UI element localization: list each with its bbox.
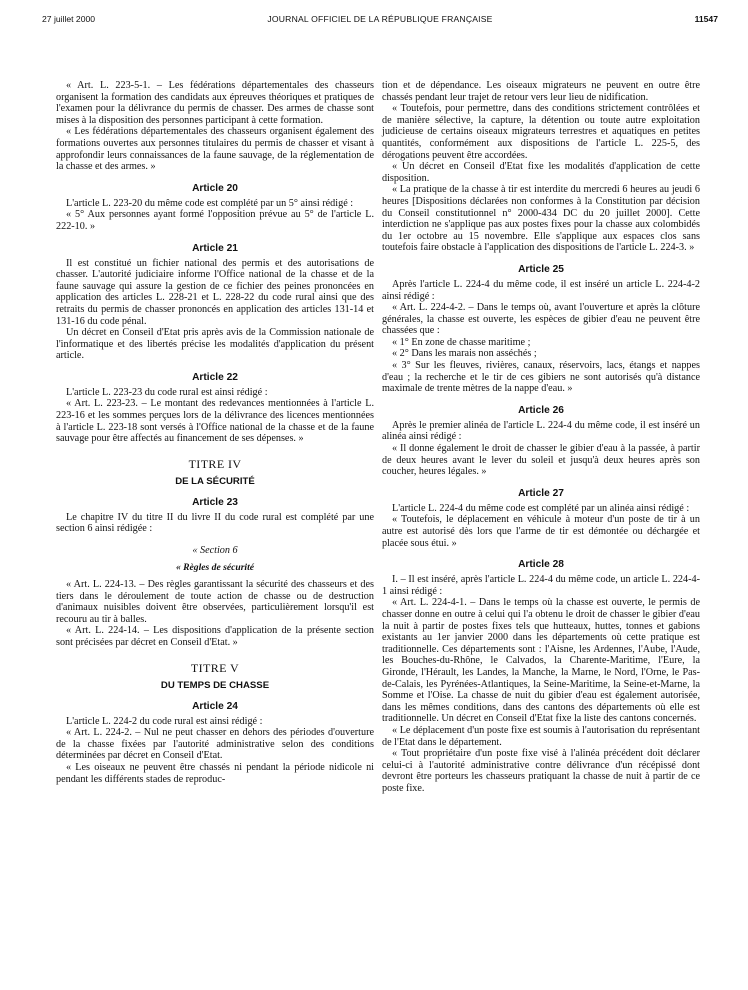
paragraph: Il est constitué un fichier national des permis et des autorisations de chasser. L'autorité judiciaire informe l'Office national de la chasse et de la faune sauvage qui assure la gestion de ce fichier des peines prononcées en application des articles L. 228-21 et L. 228-22 du code rural ainsi que des retraits du permis de chasser prononcés en application des articles 131-14 et 131-16 du code pénal. [56, 257, 374, 327]
paragraph: L'article L. 223-20 du même code est complété par un 5° ainsi rédigé : [66, 197, 354, 209]
paragraph: Un décret en Conseil d'Etat pris après avis de la Commission nationale de l'informatique et des libertés précise les modalités d'application du présent article. [56, 327, 374, 362]
article-heading: Article 21 [192, 242, 238, 254]
article-heading: Article 22 [192, 371, 238, 383]
paragraph: « Les fédérations départementales des chasseurs organisent également des formations ouvertes aux personnes titulaires du permis de chasser et visant à approfondir leurs connaissances de la faune sauvage, de la réglementation de la chasse et des armes. » [56, 126, 374, 173]
paragraph: « 3° Sur les fleuves, rivières, canaux, réservoirs, lacs, étangs et nappes d'eau ; la recherche et le tir de ces gibiers ne sont autorisés qu'à distance maximale de trente mètres de la nappe d'eau. » [382, 360, 700, 395]
titre-subheading: DU TEMPS DE CHASSE [160, 679, 270, 691]
section-subheading: « Règles de sécurité [175, 562, 255, 574]
article-heading: Article 26 [518, 404, 564, 416]
paragraph: L'article L. 224-2 du code rural est ainsi rédigé : [66, 715, 263, 727]
page-number: 11547 [694, 14, 718, 24]
paragraph: « La pratique de la chasse à tir est interdite du mercredi 6 heures au jeudi 6 heures [Dispositions déclarées non conformes à la Constitution par décision du Conseil constitutionnel n° 2000-434 DC du 20 juillet 2000]. Cette interdiction ne s'applique pas aux postes fixes pour la chasse aux colombidés du 1er octobre au 15 novembre. Elle s'applique aux espaces clos sans toutefois faire obstacle à l'application des dispositions de l'article L. 224-3. » [382, 184, 700, 254]
issue-date: 27 juillet 2000 [42, 14, 96, 24]
paragraph: Après l'article L. 224-4 du même code, il est inséré un article L. 224-4-2 ainsi rédigé : [382, 278, 700, 302]
paragraph: L'article L. 224-4 du même code est complété par un alinéa ainsi rédigé : [392, 502, 690, 514]
paragraph: « 2° Dans les marais non asséchés ; [392, 348, 537, 360]
paragraph: tion et de dépendance. Les oiseaux migrateurs ne peuvent en outre être chassés pendant leur trajet de retour vers leur lieu de nidification. [382, 80, 700, 103]
paragraph: L'article L. 223-23 du code rural est ainsi rédigé : [66, 386, 268, 398]
page-header [42, 14, 718, 32]
paragraph: Le chapitre IV du titre II du livre II du code rural est complété par une section 6 ainsi rédigée : [56, 511, 374, 535]
paragraph: « Art. L. 224-2. – Nul ne peut chasser en dehors des périodes d'ouverture de la chasse fixées par l'autorité administrative selon des conditions déterminées par décret en Conseil d'Etat. [56, 727, 374, 762]
right-column [382, 80, 700, 794]
paragraph: « Un décret en Conseil d'Etat fixe les modalités d'application de cette disposition. [382, 161, 700, 184]
paragraph: « Il donne également le droit de chasser le gibier d'eau à la passée, à partir de deux heures avant le lever du soleil et jusqu'à deux heures après son coucher, heures légales. » [382, 443, 700, 478]
article-heading: Article 28 [518, 559, 564, 571]
journal-title: JOURNAL OFFICIEL DE LA RÉPUBLIQUE FRANÇAISE [267, 14, 493, 24]
paragraph: « Le déplacement d'un poste fixe est soumis à l'autorisation du représentant de l'Etat dans le département. [382, 724, 700, 748]
titre-heading: TITRE V [190, 660, 240, 675]
paragraph: « Art. L. 224-4-1. – Dans le temps où la chasse est ouverte, le permis de chasser donne en outre à celui qui l'a obtenu le droit de chasser le gibier d'eau la nuit à partir de postes fixes tels que hutteaux, huttes, tonnes et gabions existants au 1er janvier 2000 dans les départements où cette pratique est traditionnelle. Ces départements sont : l'Aisne, les Ardennes, l'Aube, l'Aude, les Bouches-du-Rhône, le Calvados, la Charente-Maritime, l'Eure, la Gironde, l'Hérault, les Landes, la Manche, la Marne, le Nord, l'Orne, le Pas-de-Calais, les Pyrénées-Atlantiques, la Seine-Maritime, la Seine-et-Marne, la Somme et l'Oise. La chasse de nuit du gibier d'eau est également autorisée, dans les mêmes conditions, dans des cantons des départements où elle est traditionnelle. Un décret en Conseil d'Etat fixe la liste des cantons concernés. [382, 597, 700, 725]
paragraph: Après le premier alinéa de l'article L. 224-4 du même code, il est inséré un alinéa ainsi rédigé : [382, 419, 700, 443]
paragraph: « Art. L. 223-5-1. – Les fédérations départementales des chasseurs organisent la formation des candidats aux épreuves théoriques et pratiques de l'examen pour la délivrance du permis de chasser. Des armes de chasse sont mises à la disposition des personnes participant à cette formation. [56, 80, 374, 126]
titre-subheading: DE LA SÉCURITÉ [175, 475, 255, 487]
article-heading: Article 27 [518, 487, 564, 499]
article-heading: Article 20 [192, 182, 238, 194]
left-column [56, 80, 374, 785]
article-heading: Article 24 [192, 700, 238, 712]
paragraph: « Les oiseaux ne peuvent être chassés ni pendant la période nidicole ni pendant les différents stades de reproduc- [56, 761, 374, 785]
paragraph: « 5° Aux personnes ayant formé l'opposition prévue au 5° de l'article L. 222-10. » [56, 209, 374, 232]
paragraph: « Toutefois, pour permettre, dans des conditions strictement contrôlées et de manière sélective, la capture, la détention ou toute autre exploitation judicieuse de certains oiseaux migrateurs terrestres et aquatiques en petites quantités, conformément aux dispositions de l'article L. 225-5, des dérogations peuvent être accordées. [382, 103, 700, 161]
article-heading: Article 23 [192, 496, 238, 508]
article-heading: Article 25 [518, 263, 564, 275]
titre-heading: TITRE IV [188, 456, 242, 471]
paragraph: « Toutefois, le déplacement en véhicule à moteur d'un poste de tir à un autre est autorisé dès lors que l'arme de tir est démontée ou déchargée et placée sous étui. » [382, 514, 700, 549]
paragraph: « 1° En zone de chasse maritime ; [392, 336, 531, 348]
paragraph: « Art. L. 224-4-2. – Dans le temps où, avant l'ouverture et après la clôture générales, la chasse est ouverte, les espèces de gibier d'eau ne peuvent être chassées que : [382, 302, 700, 337]
paragraph: « Art. L. 224-14. – Les dispositions d'application de la présente section sont précisées par décret en Conseil d'Etat. » [56, 625, 374, 648]
paragraph: I. – Il est inséré, après l'article L. 224-4 du même code, un article L. 224-4-1 ainsi rédigé : [382, 574, 700, 597]
paragraph: « Art. L. 224-13. – Des règles garantissant la sécurité des chasseurs et des tiers dans le déroulement de toute action de chasse ou de destruction d'animaux nuisibles doivent être observées, particulièrement lorsqu'il est recouru au tir à balles. [56, 579, 374, 625]
paragraph: « Tout propriétaire d'un poste fixe visé à l'alinéa précédent doit déclarer celui-ci à l'autorité administrative contre délivrance d'un récépissé dont devront être porteurs les chasseurs pratiquant la chasse de nuit à partir de ce poste fixe. [382, 748, 700, 794]
paragraph: « Art. L. 223-23. – Le montant des redevances mentionnées à l'article L. 223-16 et les sommes perçues lors de la délivrance des licences mentionnées à l'article L. 223-18 sont versés à l'Office national de la chasse et de la faune sauvage pour être affectés au financement de ses dépenses. » [56, 398, 374, 445]
section-heading: « Section 6 [192, 545, 238, 557]
